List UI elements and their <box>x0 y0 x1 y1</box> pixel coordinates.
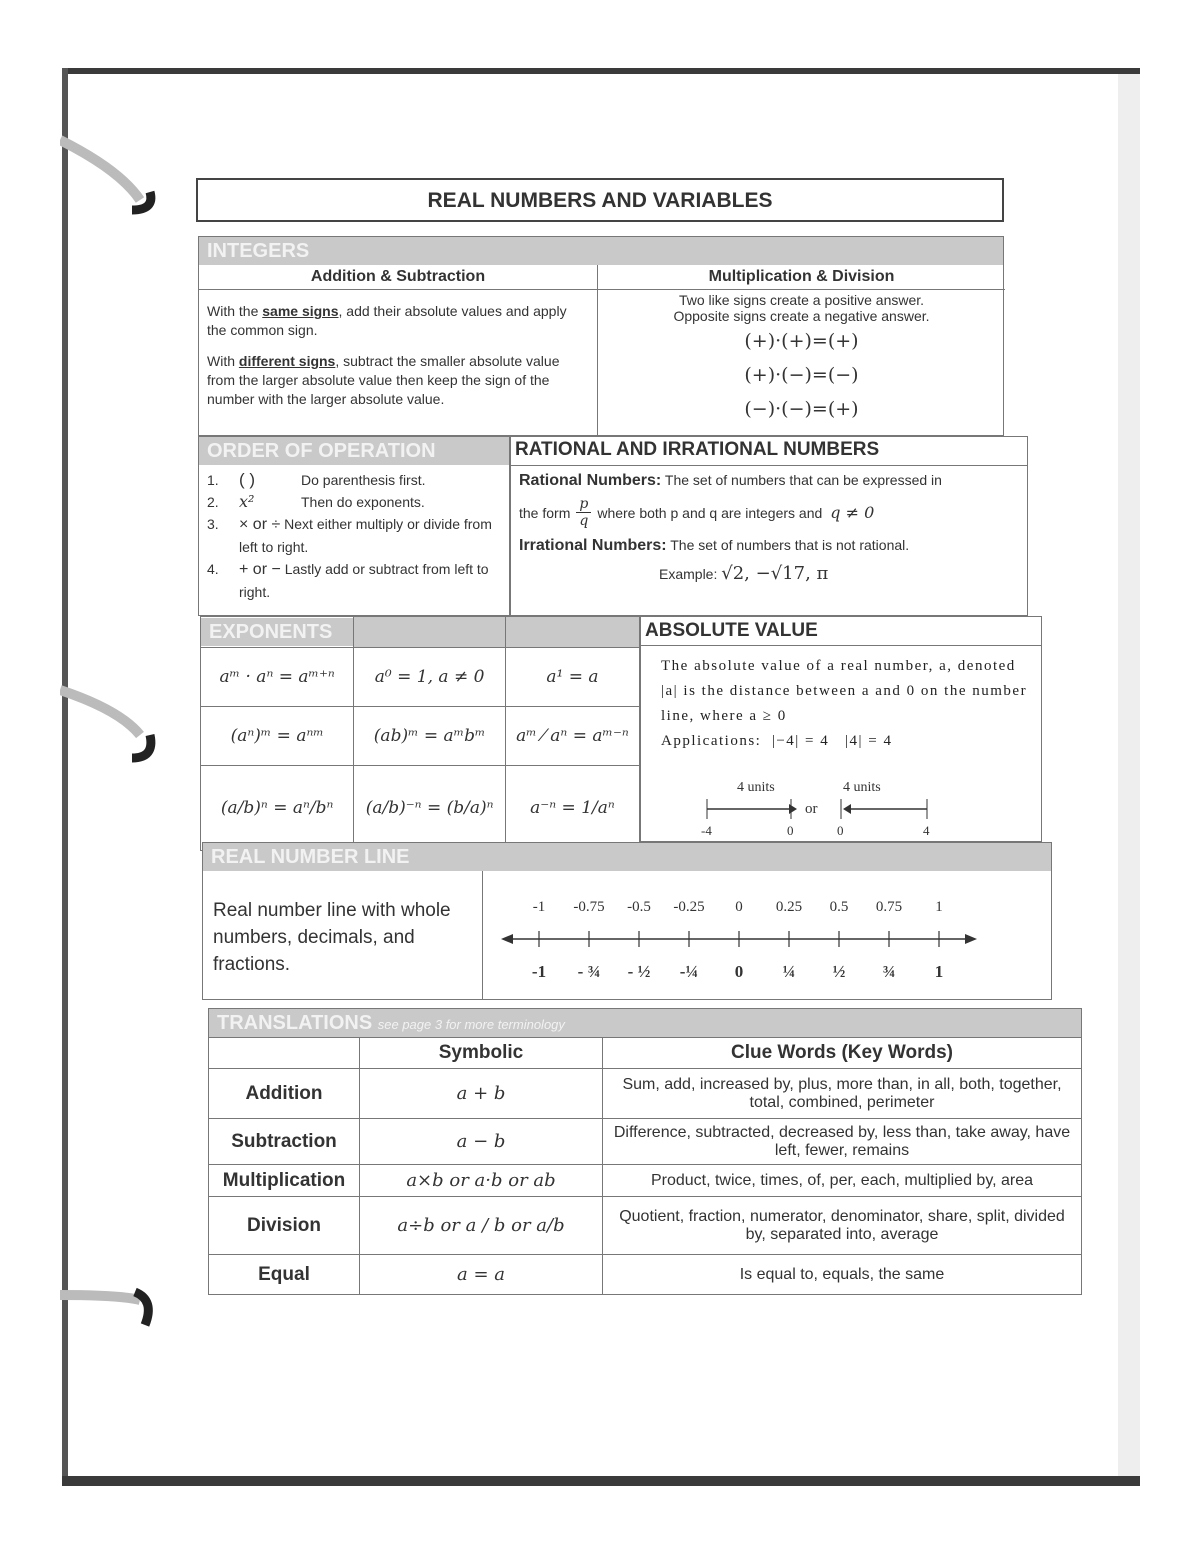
fraction-numerator: p <box>576 496 591 513</box>
step-number: 1. <box>207 472 219 488</box>
translation-row <box>209 1197 1082 1255</box>
integers-section <box>198 236 1004 436</box>
units-label: 4 units <box>737 780 775 795</box>
translations-section <box>208 1008 1082 1296</box>
order-list <box>199 465 509 607</box>
rational-text: The set of numbers that can be expressed in <box>664 472 942 488</box>
step-symbol: + or − <box>239 561 281 578</box>
translations-table <box>208 1037 1082 1295</box>
step-number: 3. <box>207 516 219 532</box>
decimal-tick-label: 0.75 <box>875 899 903 915</box>
absolute-value-applications <box>641 729 1041 754</box>
binder-top-edge <box>62 68 1140 74</box>
fraction-tick-label: -¼ <box>679 962 699 981</box>
operation-name: Equal <box>209 1255 360 1295</box>
step-body <box>239 513 501 558</box>
exponents-header-cell <box>201 617 354 648</box>
order-of-operation-section <box>198 436 510 616</box>
rule-text: With <box>207 353 239 369</box>
rule-text: With the <box>207 303 263 319</box>
page-edge-shadow <box>1118 74 1140 1476</box>
fraction-tick-label: ½ <box>832 962 846 981</box>
translation-row <box>209 1069 1082 1119</box>
operation-symbol: a÷b or a / b or a/b <box>360 1197 603 1255</box>
header-cell <box>505 617 639 648</box>
clue-words-header: Clue Words (Key Words) <box>603 1038 1082 1069</box>
translations-note: see page 3 for more terminology <box>377 1017 565 1032</box>
sign-rule: (−)·(−)=(+) <box>744 398 859 420</box>
or-label: or <box>805 801 818 817</box>
rational-header: RATIONAL AND IRRATIONAL NUMBERS <box>511 437 1027 466</box>
decimal-tick-label: 0.25 <box>775 899 803 915</box>
application-example: |4| = 4 <box>845 733 893 749</box>
rule-text: , add their absolute values and apply the common sign. <box>207 303 567 338</box>
sign-rule: (+)·(+)=(+) <box>744 330 859 352</box>
exponents-section <box>200 616 640 842</box>
step-number: 2. <box>207 494 219 510</box>
fraction-tick-label: - ¾ <box>577 962 601 981</box>
left-arrowhead-icon <box>501 934 513 944</box>
translation-row <box>209 1119 1082 1165</box>
symbolic-header: Symbolic <box>360 1038 603 1069</box>
tick-label: 0 <box>837 823 844 838</box>
opposite-signs-rule: Opposite signs create a negative answer. <box>673 308 930 324</box>
fraction-tick-label: 0 <box>734 962 744 981</box>
absolute-value-section <box>640 616 1042 842</box>
clue-words: Is equal to, equals, the same <box>603 1255 1082 1295</box>
translations-header <box>208 1008 1082 1037</box>
multiplication-division-title: Multiplication & Division <box>598 265 1005 290</box>
order-step <box>207 491 501 513</box>
arrowhead-icon <box>843 804 851 814</box>
real-number-line-header: REAL NUMBER LINE <box>203 843 1051 871</box>
operation-name: Subtraction <box>209 1119 360 1165</box>
tick-label: 0 <box>787 823 794 838</box>
clue-words: Difference, subtracted, decreased by, less than, take away, have left, fewer, remains <box>603 1119 1082 1165</box>
exponents-table <box>200 616 640 851</box>
header-cell <box>354 617 506 648</box>
step-body <box>239 558 501 603</box>
step-text: Next either multiply or divide from left to right. <box>239 516 492 555</box>
right-arrowhead-icon <box>965 934 977 944</box>
binder-bottom-edge <box>62 1476 1140 1486</box>
applications-label: Applications: <box>661 733 762 749</box>
decimal-tick-label: -0.25 <box>673 899 705 915</box>
rational-irrational-section <box>510 436 1028 616</box>
irrational-example <box>519 563 1019 584</box>
operation-name: Addition <box>209 1069 360 1119</box>
translation-row <box>209 1255 1082 1295</box>
like-signs-rule: Two like signs create a positive answer. <box>678 292 925 308</box>
binder-ring-icon <box>60 130 160 220</box>
number-line-diagram <box>489 871 1049 999</box>
clue-words: Product, twice, times, of, per, each, multiplied by, area <box>603 1165 1082 1197</box>
empty-header-cell <box>209 1038 360 1069</box>
exponent-rule: (aⁿ)ᵐ = aⁿᵐ <box>201 707 354 766</box>
exponent-rule: a⁻ⁿ = 1/aⁿ <box>505 766 639 851</box>
fraction-tick-label: - ½ <box>627 962 651 981</box>
decimal-tick-label: -0.75 <box>573 899 605 915</box>
absolute-value-diagram <box>641 777 1041 839</box>
decimal-tick-label: 1 <box>935 899 943 915</box>
irrational-label: Irrational Numbers: <box>519 537 667 554</box>
step-text: Lastly add or subtract from left to right. <box>239 561 489 600</box>
rational-form <box>519 496 1019 529</box>
binder-ring-icon <box>60 1270 160 1360</box>
order-step <box>207 469 501 491</box>
fraction-tick-label: 1 <box>934 962 944 981</box>
rule-keyword: same signs <box>262 303 339 319</box>
tick-label: -4 <box>701 823 712 838</box>
step-text: Then do exponents. <box>301 494 425 510</box>
operation-name: Division <box>209 1197 360 1255</box>
step-number: 4. <box>207 561 219 577</box>
decimal-tick-label: 0 <box>735 899 743 915</box>
form-text: where both p and q are integers and <box>597 504 823 521</box>
operation-symbol: a − b <box>360 1119 603 1165</box>
real-number-line-section <box>202 842 1052 1000</box>
rule-keyword: different signs <box>238 353 336 369</box>
sign-rule: (+)·(−)=(−) <box>744 364 859 386</box>
operation-name: Multiplication <box>209 1165 360 1197</box>
exponent-rule: aᵐ ⁄ aⁿ = aᵐ⁻ⁿ <box>505 707 639 766</box>
step-symbol: ( ) <box>239 470 256 489</box>
different-signs-rule <box>207 352 589 409</box>
number-line-description: Real number line with whole numbers, decimals, and fractions. <box>203 871 483 999</box>
integers-header: INTEGERS <box>199 237 1003 265</box>
units-label: 4 units <box>843 780 881 795</box>
rational-label: Rational Numbers: <box>519 472 662 489</box>
form-text: the form <box>519 504 571 521</box>
step-symbol: x² <box>239 492 255 511</box>
decimal-tick-label: -1 <box>532 899 546 915</box>
exponent-rule: aᵐ · aⁿ = aᵐ⁺ⁿ <box>201 648 354 707</box>
fraction-tick-label: ¾ <box>882 962 896 981</box>
order-step <box>207 513 501 558</box>
exponent-rule: (a/b)⁻ⁿ = (b/a)ⁿ <box>354 766 506 851</box>
exponent-rule: (ab)ᵐ = aᵐbᵐ <box>354 707 506 766</box>
order-step <box>207 558 501 603</box>
rule-text: , subtract the smaller absolute value from the larger absolute value then keep the sign of the number with the larger absolute value. <box>207 353 560 407</box>
page-title: REAL NUMBERS AND VARIABLES <box>196 178 1004 222</box>
irrational-definition <box>519 537 1019 555</box>
exponent-row <box>201 648 640 707</box>
fraction-tick-label: -1 <box>531 962 547 981</box>
operation-symbol: a = a <box>360 1255 603 1295</box>
translations-title: TRANSLATIONS <box>217 1012 373 1034</box>
application-example: |−4| = 4 <box>771 733 830 749</box>
exponent-rule: a⁰ = 1, a ≠ 0 <box>354 648 506 707</box>
operation-symbol: a×b or a·b or ab <box>360 1165 603 1197</box>
exponent-rule: a¹ = a <box>505 648 639 707</box>
fraction-denominator: q <box>579 513 589 529</box>
same-signs-rule <box>207 302 589 340</box>
exponent-row <box>201 707 640 766</box>
tick-label: 4 <box>923 823 930 838</box>
exponent-row <box>201 766 640 851</box>
clue-words: Quotient, fraction, numerator, denominator, share, split, divided by, separated into, average <box>603 1197 1082 1255</box>
decimal-tick-label: -0.5 <box>627 899 651 915</box>
decimal-tick-label: 0.5 <box>829 899 849 915</box>
p-over-q-fraction <box>576 496 591 529</box>
sign-rules <box>598 324 1005 426</box>
example-label: Example: <box>659 566 718 582</box>
rational-definition <box>519 472 1019 490</box>
translation-row <box>209 1165 1082 1197</box>
exponents-header: EXPONENTS <box>201 618 353 646</box>
order-of-operation-header: ORDER OF OPERATION <box>199 437 509 465</box>
absolute-value-definition: The absolute value of a real number, a, denoted |a| is the distance between a and 0 on the number line, where a ≥ 0 <box>661 658 1028 724</box>
addition-subtraction-panel <box>199 265 598 435</box>
arrowhead-icon <box>789 804 797 814</box>
step-symbol: × or ÷ <box>239 516 281 533</box>
fraction-tick-label: ¼ <box>782 962 796 981</box>
example-values: √2, −√17, π <box>721 563 829 584</box>
exponent-rule: (a/b)ⁿ = aⁿ/bⁿ <box>201 766 354 851</box>
condition: q ≠ 0 <box>830 503 875 522</box>
reference-sheet <box>196 178 1071 1285</box>
step-text: Do parenthesis first. <box>301 472 426 488</box>
multiplication-division-panel <box>598 265 1005 435</box>
clue-words: Sum, add, increased by, plus, more than, in all, both, together, total, combined, perimeter <box>603 1069 1082 1119</box>
binder-ring-icon <box>60 680 160 770</box>
operation-symbol: a + b <box>360 1069 603 1119</box>
absolute-value-header: ABSOLUTE VALUE <box>641 617 1041 646</box>
addition-subtraction-title: Addition & Subtraction <box>199 265 597 290</box>
irrational-text: The set of numbers that is not rational. <box>670 537 910 553</box>
